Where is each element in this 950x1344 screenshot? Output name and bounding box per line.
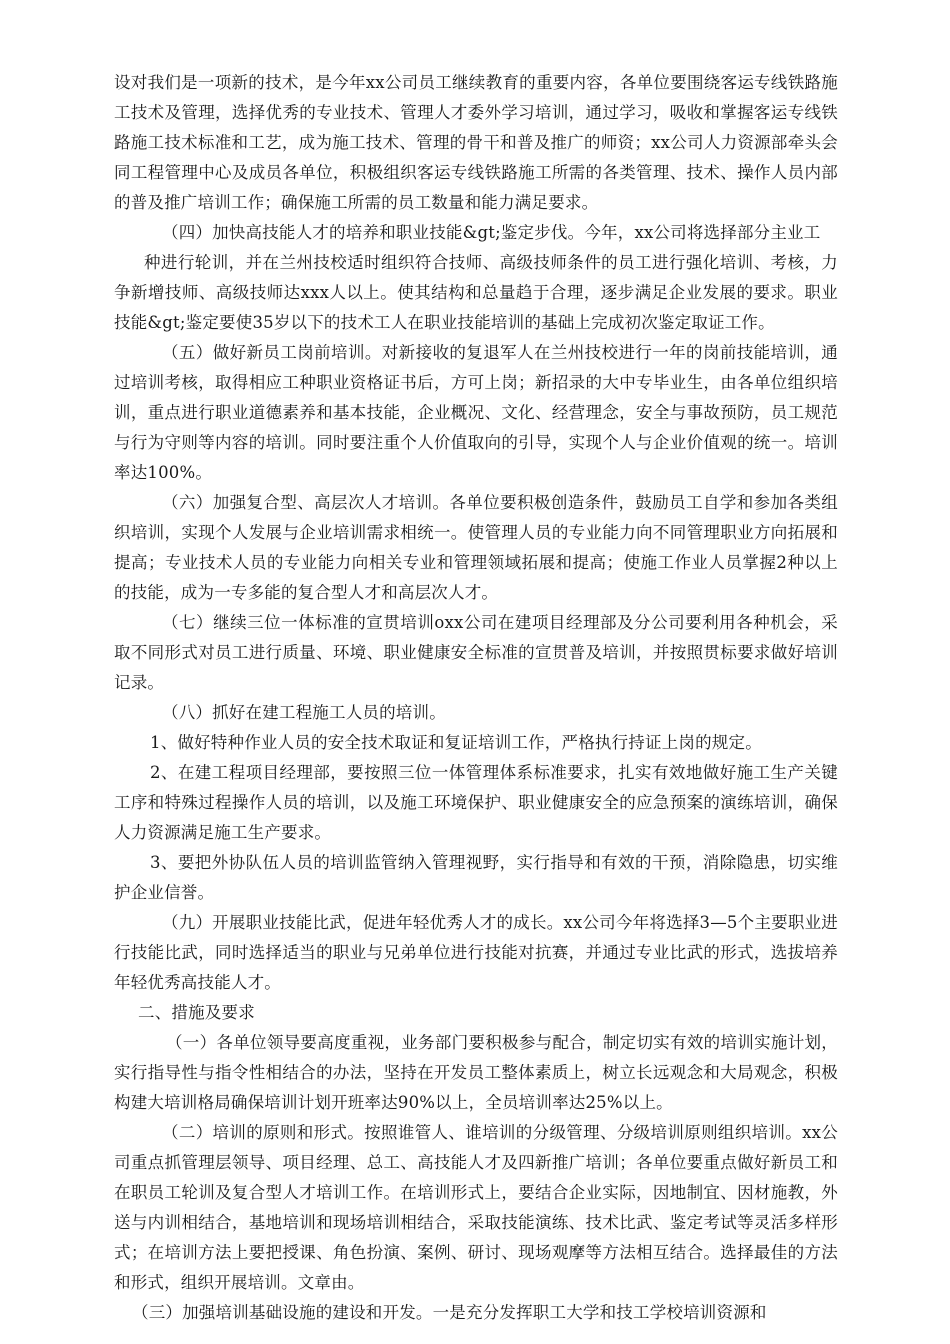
paragraph-measure-2: （二）培训的原则和形式。按照谁管人、谁培训的分级管理、分级培训原则组织培训。xx公司重点抓管理层领导、项目经理、总工、高技能人才及四新推广培训；各单位要重点做好新员工和在职员工轮训及复合型人才培训工作。在培训形式上，要结合企业实际，因地制宜、因材施教，外送与内训相结合，基地培训和现场培训相结合，采取技能演练、技术比武、鉴定考试等灵活多样形式；在培训方法上要把授课、角色扮演、案例、研讨、现场观摩等方法相互结合。选择最佳的方法和形式，组织开展培训。文章由。 [114,1123,838,1292]
paragraph-measure-3: （三）加强培训基础设施的建设和开发。一是充分发挥职工大学和技工学校培训资源和 [132,1303,767,1322]
paragraph-item-1: 1、做好特种作业人员的安全技术取证和复证培训工作，严格执行持证上岗的规定。 [150,733,762,752]
paragraph-section-4-cont: 种进行轮训，并在兰州技校适时组织符合技师、高级技师条件的员工进行强化培训、考核，力争新增技师、高级技师达xxx人以上。使其结构和总量趋于合理，逐步满足企业发展的要求。职业技能&gt;鉴定要使35岁以下的技术工人在职业技能培训的基础上完成初次鉴定取证工作。 [114,253,838,332]
paragraph-section-5: （五）做好新员工岗前培训。对新接收的复退军人在兰州技校进行一年的岗前技能培训，通过培训考核，取得相应工种职业资格证书后，方可上岗；新招录的大中专毕业生，由各单位组织培训，重点进行职业道德素养和基本技能，企业概况、文化、经营理念，安全与事故预防，员工规范与行为守则等内容的培训。同时要注重个人价值取向的引导，实现个人与企业价值观的统一。培训率达100%。 [114,343,838,482]
document-page [114,68,838,1328]
paragraph-measure-1: （一）各单位领导要高度重视，业务部门要积极参与配合，制定切实有效的培训实施计划，实行指导性与指令性相结合的办法，坚持在开发员工整体素质上，树立长远观念和大局观念，积极构建大培训格局确保培训计划开班率达90%以上，全员培训率达25%以上。 [114,1033,838,1112]
paragraph-section-4: （四）加快高技能人才的培养和职业技能&gt;鉴定步伐。今年，xx公司将选择部分主业工 [162,223,821,242]
paragraph-section-7: （七）继续三位一体标准的宣贯培训oxx公司在建项目经理部及分公司要利用各种机会，采取不同形式对员工进行质量、环境、职业健康安全标准的宣贯普及培训，并按照贯标要求做好培训记录。 [114,613,838,692]
paragraph-item-2: 2、在建工程项目经理部，要按照三位一体管理体系标准要求，扎实有效地做好施工生产关键工序和特殊过程操作人员的培训，以及施工环境保护、职业健康安全的应急预案的演练培训，确保人力资源满足施工生产要求。 [114,763,838,842]
paragraph-section-8: （八）抓好在建工程施工人员的培训。 [162,703,446,722]
paragraph-continuation: 设对我们是一项新的技术，是今年xx公司员工继续教育的重要内容，各单位要围绕客运专线铁路施工技术及管理，选择优秀的专业技术、管理人才委外学习培训，通过学习，吸收和掌握客运专线铁路施工技术标准和工艺，成为施工技术、管理的骨干和普及推广的师资；xx公司人力资源部牵头会同工程管理中心及成员各单位，积极组织客运专线铁路施工所需的各类管理、技术、操作人员内部的普及推广培训工作；确保施工所需的员工数量和能力满足要求。 [114,73,838,212]
paragraph-item-3: 3、要把外协队伍人员的培训监管纳入管理视野，实行指导和有效的干预，消除隐患，切实维护企业信誉。 [114,853,838,902]
heading-measures: 二、措施及要求 [138,1003,255,1022]
paragraph-section-9: （九）开展职业技能比武，促进年轻优秀人才的成长。xx公司今年将选择3—5个主要职业进行技能比武，同时选择适当的职业与兄弟单位进行技能对抗赛，并通过专业比武的形式，选拔培养年轻优秀高技能人才。 [114,913,838,992]
paragraph-section-6: （六）加强复合型、高层次人才培训。各单位要积极创造条件，鼓励员工自学和参加各类组织培训，实现个人发展与企业培训需求相统一。使管理人员的专业能力向不同管理职业方向拓展和提高；专业技术人员的专业能力向相关专业和管理领域拓展和提高；使施工作业人员掌握2种以上的技能，成为一专多能的复合型人才和高层次人才。 [114,493,838,602]
